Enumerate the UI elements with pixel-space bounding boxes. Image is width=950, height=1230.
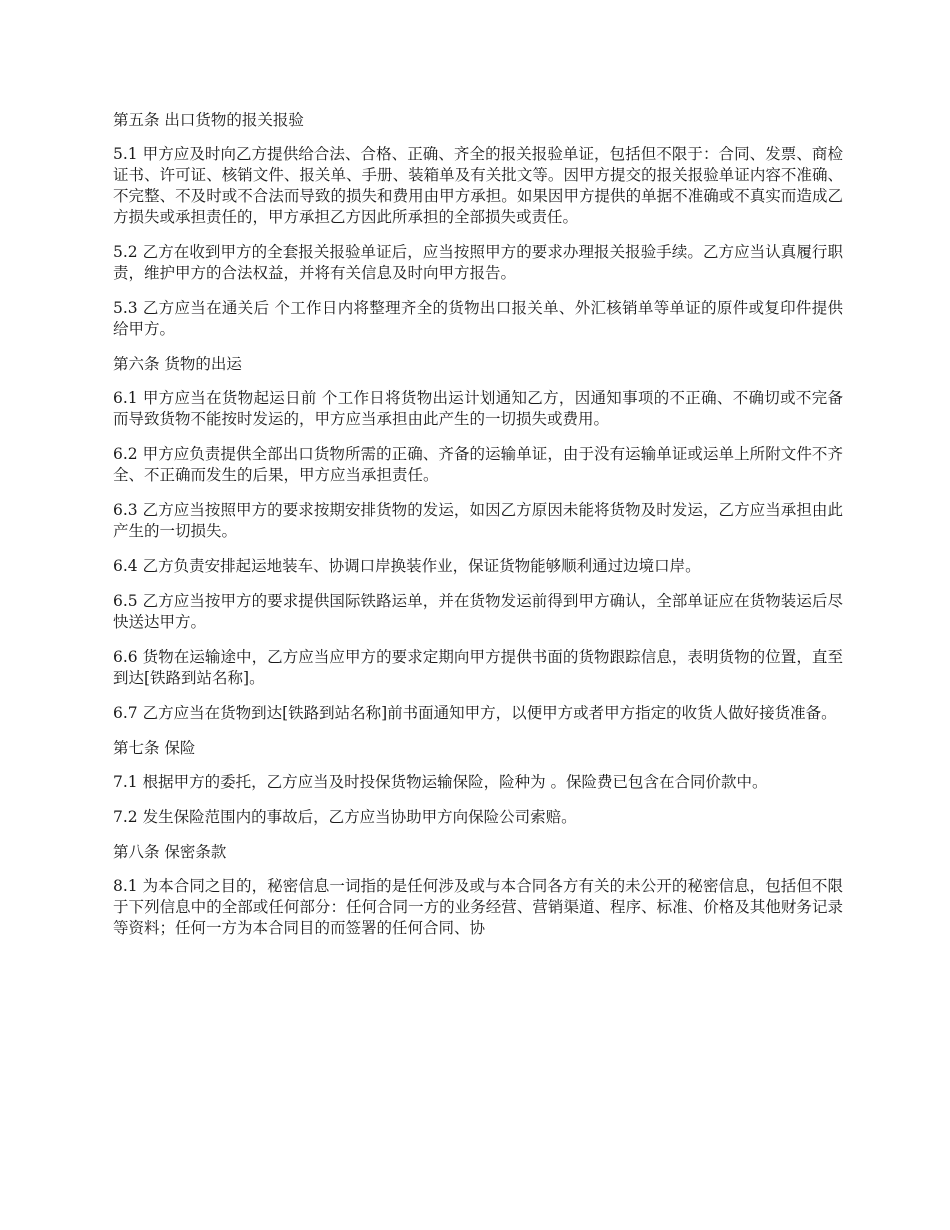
clause-7-1: 7.1 根据甲方的委托，乙方应当及时投保货物运输保险，险种为 。保险费已包含在合同价款中。 <box>113 773 768 791</box>
document-page <box>113 110 843 953</box>
section-heading-8: 第八条 保密条款 <box>113 843 227 861</box>
section-heading-6: 第六条 货物的出运 <box>113 355 242 373</box>
clause-5-2: 5.2 乙方在收到甲方的全套报关报验单证后，应当按照甲方的要求办理报关报验手续。乙方应当认真履行职责，维护甲方的合法权益，并将有关信息及时向甲方报告。 <box>113 243 843 282</box>
clause-5-3: 5.3 乙方应当在通关后 个工作日内将整理齐全的货物出口报关单、外汇核销单等单证的原件或复印件提供给甲方。 <box>113 299 843 338</box>
clause-8-1: 8.1 为本合同之目的，秘密信息一词指的是任何涉及或与本合同各方有关的未公开的秘密信息，包括但不限于下列信息中的全部或任何部分：任何合同一方的业务经营、营销渠道、程序、标准、价格及其他财务记录等资料；任何一方为本合同目的而签署的任何合同、协 <box>113 877 843 937</box>
clause-6-7: 6.7 乙方应当在货物到达[铁路到站名称]前书面通知甲方，以便甲方或者甲方指定的收货人做好接货准备。 <box>113 704 837 722</box>
clause-6-2: 6.2 甲方应负责提供全部出口货物所需的正确、齐备的运输单证，由于没有运输单证或运单上所附文件不齐全、不正确而发生的后果，甲方应当承担责任。 <box>113 445 843 484</box>
clause-6-6: 6.6 货物在运输途中，乙方应当应甲方的要求定期向甲方提供书面的货物跟踪信息，表明货物的位置，直至到达[铁路到站名称]。 <box>113 648 843 687</box>
clause-5-1: 5.1 甲方应及时向乙方提供给合法、合格、正确、齐全的报关报验单证，包括但不限于：合同、发票、商检证书、许可证、核销文件、报关单、手册、装箱单及有关批文等。因甲方提交的报关报验单证内容不准确、不完整、不及时或不合法而导致的损失和费用由甲方承担。如果因甲方提供的单据不准确或不真实而造成乙方损失或承担责任的，甲方承担乙方因此所承担的全部损失或责任。 <box>113 145 843 226</box>
clause-6-5: 6.5 乙方应当按甲方的要求提供国际铁路运单，并在货物发运前得到甲方确认，全部单证应在货物装运后尽快送达甲方。 <box>113 592 843 631</box>
clause-6-4: 6.4 乙方负责安排起运地装车、协调口岸换装作业，保证货物能够顺利通过边境口岸。 <box>113 557 701 575</box>
clause-6-3: 6.3 乙方应当按照甲方的要求按期安排货物的发运，如因乙方原因未能将货物及时发运，乙方应当承担由此产生的一切损失。 <box>113 501 843 540</box>
clause-7-2: 7.2 发生保险范围内的事故后，乙方应当协助甲方向保险公司索赔。 <box>113 808 577 826</box>
section-heading-5: 第五条 出口货物的报关报验 <box>113 111 304 129</box>
clause-6-1: 6.1 甲方应当在货物起运日前 个工作日将货物出运计划通知乙方，因通知事项的不正确、不确切或不完备而导致货物不能按时发运的，甲方应当承担由此产生的一切损失或费用。 <box>113 389 843 428</box>
section-heading-7: 第七条 保险 <box>113 739 196 757</box>
